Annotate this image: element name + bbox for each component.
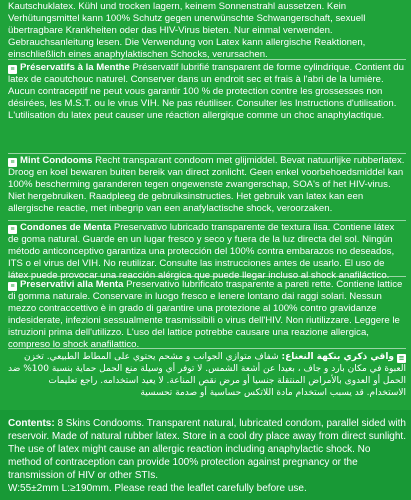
section-italian-body: Preservativo lubrificato trasparente a pareti rette. Contiene lattice di gomma naturale. Conservare in luogo fresco e lenere lontano dai raggi solari. Nessun mezzo contraccettivo è in grado di garantire una protezione al 100% contro gravidanze indesiderate, infezioni sessualmente trasmissibili o virus dell'HIV. Non riutilizzare. Leggere le istruzioni prima dell'utilizzo. L'uso del lattice potrebbe causare una reazione allergica, compreso lo shock anafilattico. xyxy=(8,279,403,350)
divider xyxy=(8,276,406,277)
contents-label: Contents: xyxy=(8,418,55,429)
divider xyxy=(8,59,406,60)
contents-dimensions: W:55±2mm L:≥190mm. Please read the leaflet carefully before use. xyxy=(8,483,307,494)
divider xyxy=(8,153,406,154)
section-arabic-body: شفاف متوازي الجوانب و مشحم يحتوي على المطاط الطبيعي. تخزن العبوة في مكان بارد و جاف ، بعيدا عن أشعة الشمس. لا توفر أي وسيلة منع الحمل حماية بنسبة 100% ضد الحمل أو العدوى بالأمراض المنتقلة جنسيا أو مرض نقص المناعة. لا يعيد استخدامه. راجع تعليمات الاستخدام. قد يسبب استخدام مادة اللاتكس حساسية أو صدمة تحسسية xyxy=(8,352,406,398)
contents-text xyxy=(8,417,406,495)
document-icon: ≡ xyxy=(398,354,405,362)
divider xyxy=(8,220,406,221)
section-german xyxy=(8,1,406,61)
document-icon: ≡ xyxy=(8,282,17,291)
section-arabic-title: واقي ذكري بنكهة النعناع: xyxy=(281,352,394,362)
section-italian xyxy=(8,279,406,351)
section-dutch-body: Recht transparant condoom met glijmiddel. Bevat natuurlijke rubberlatex. Droog en koel bewaren buiten bereik van direct zonlicht. Geen enkel voorbehoedsmiddel kan 100% bescherming garanderen tegen ongewenste zwangerschap, SOA's of het HIV-virus. Niet hergebruiken. Raadpleeg de gebruiksinstructies. Het gebruik van latex kan een allergische reactie, met inbegrip van een anafylactische shock, veroorzaken. xyxy=(8,155,405,214)
contents-body: 8 Skins Condooms. Transparent natural, lubricated condom, parallel sided with reservoir. Made of natural rubber latex. Store in a cool dry place away from direct sunlight. The use of latex might cause an allergic reaction including anaphylactic shock. No method of contraception can provide 100% protection against pregnancy or the transmission of HIV or other STIs. xyxy=(8,418,406,481)
section-spanish xyxy=(8,222,406,282)
document-icon: ≡ xyxy=(8,65,17,74)
divider xyxy=(8,348,406,349)
document-icon: ≡ xyxy=(8,158,17,167)
section-spanish-title: Condones de Menta xyxy=(20,222,112,233)
section-french xyxy=(8,62,406,122)
section-italian-title: Preservativi alla Menta xyxy=(20,279,124,290)
document-icon: ≡ xyxy=(8,225,17,234)
section-french-body: Préservatif lubrifié transparent de forme cylindrique. Contient du latex de caoutchouc naturel. Conserver dans un endroit sec et frais à l'abri de la lumière. Aucun contraceptif ne peut vous garantir 100 % de protection contre les grossesses non désirées, les M.S.T. ou le virus VIH. Ne pas réutiliser. Consulter les Instructions d'utilisation. L'utilisation du latex peut causer une réaction allergique comme un choc anaphylactique. xyxy=(8,62,404,121)
section-spanish-body: Preservativo lubricado transparente de textura lisa. Contiene látex de goma natural. Guarde en un lugar fresco y seco y fuera de la luz directa del sol. Ningún método anticonceptivo garantiza una protección del 100% contra embarazos no deseados, ITS o el virus del VIH. No reutilizar. Consulte las instrucciones antes de usarlo. El uso de látex puede provocar una reacción alérgica que puede llegar incluso al shock anafiláctico. xyxy=(8,222,395,281)
section-arabic xyxy=(8,351,406,399)
section-french-title: Préservatifs à la Menthe xyxy=(20,62,130,73)
contents-panel xyxy=(0,410,411,500)
section-dutch-title: Mint Condooms xyxy=(20,155,93,166)
section-dutch xyxy=(8,155,406,215)
section-german-body: Kautschuklatex. Kühl und trocken lagern, keinem Sonnenstrahl aussetzen. Kein Verhütungsmittel kann 100% Schutz gegen unerwünschte Schwangerschaft, sexuell übertragbare Krankheiten oder das HIV-Virus bieten. Nur einmal verwenden. Gebrauchsanleitung lesen. Die Verwendung von Latex kann allergische Reaktionen, einschließlich eines anaphylaktischen Schocks, verursachen. xyxy=(8,1,366,60)
